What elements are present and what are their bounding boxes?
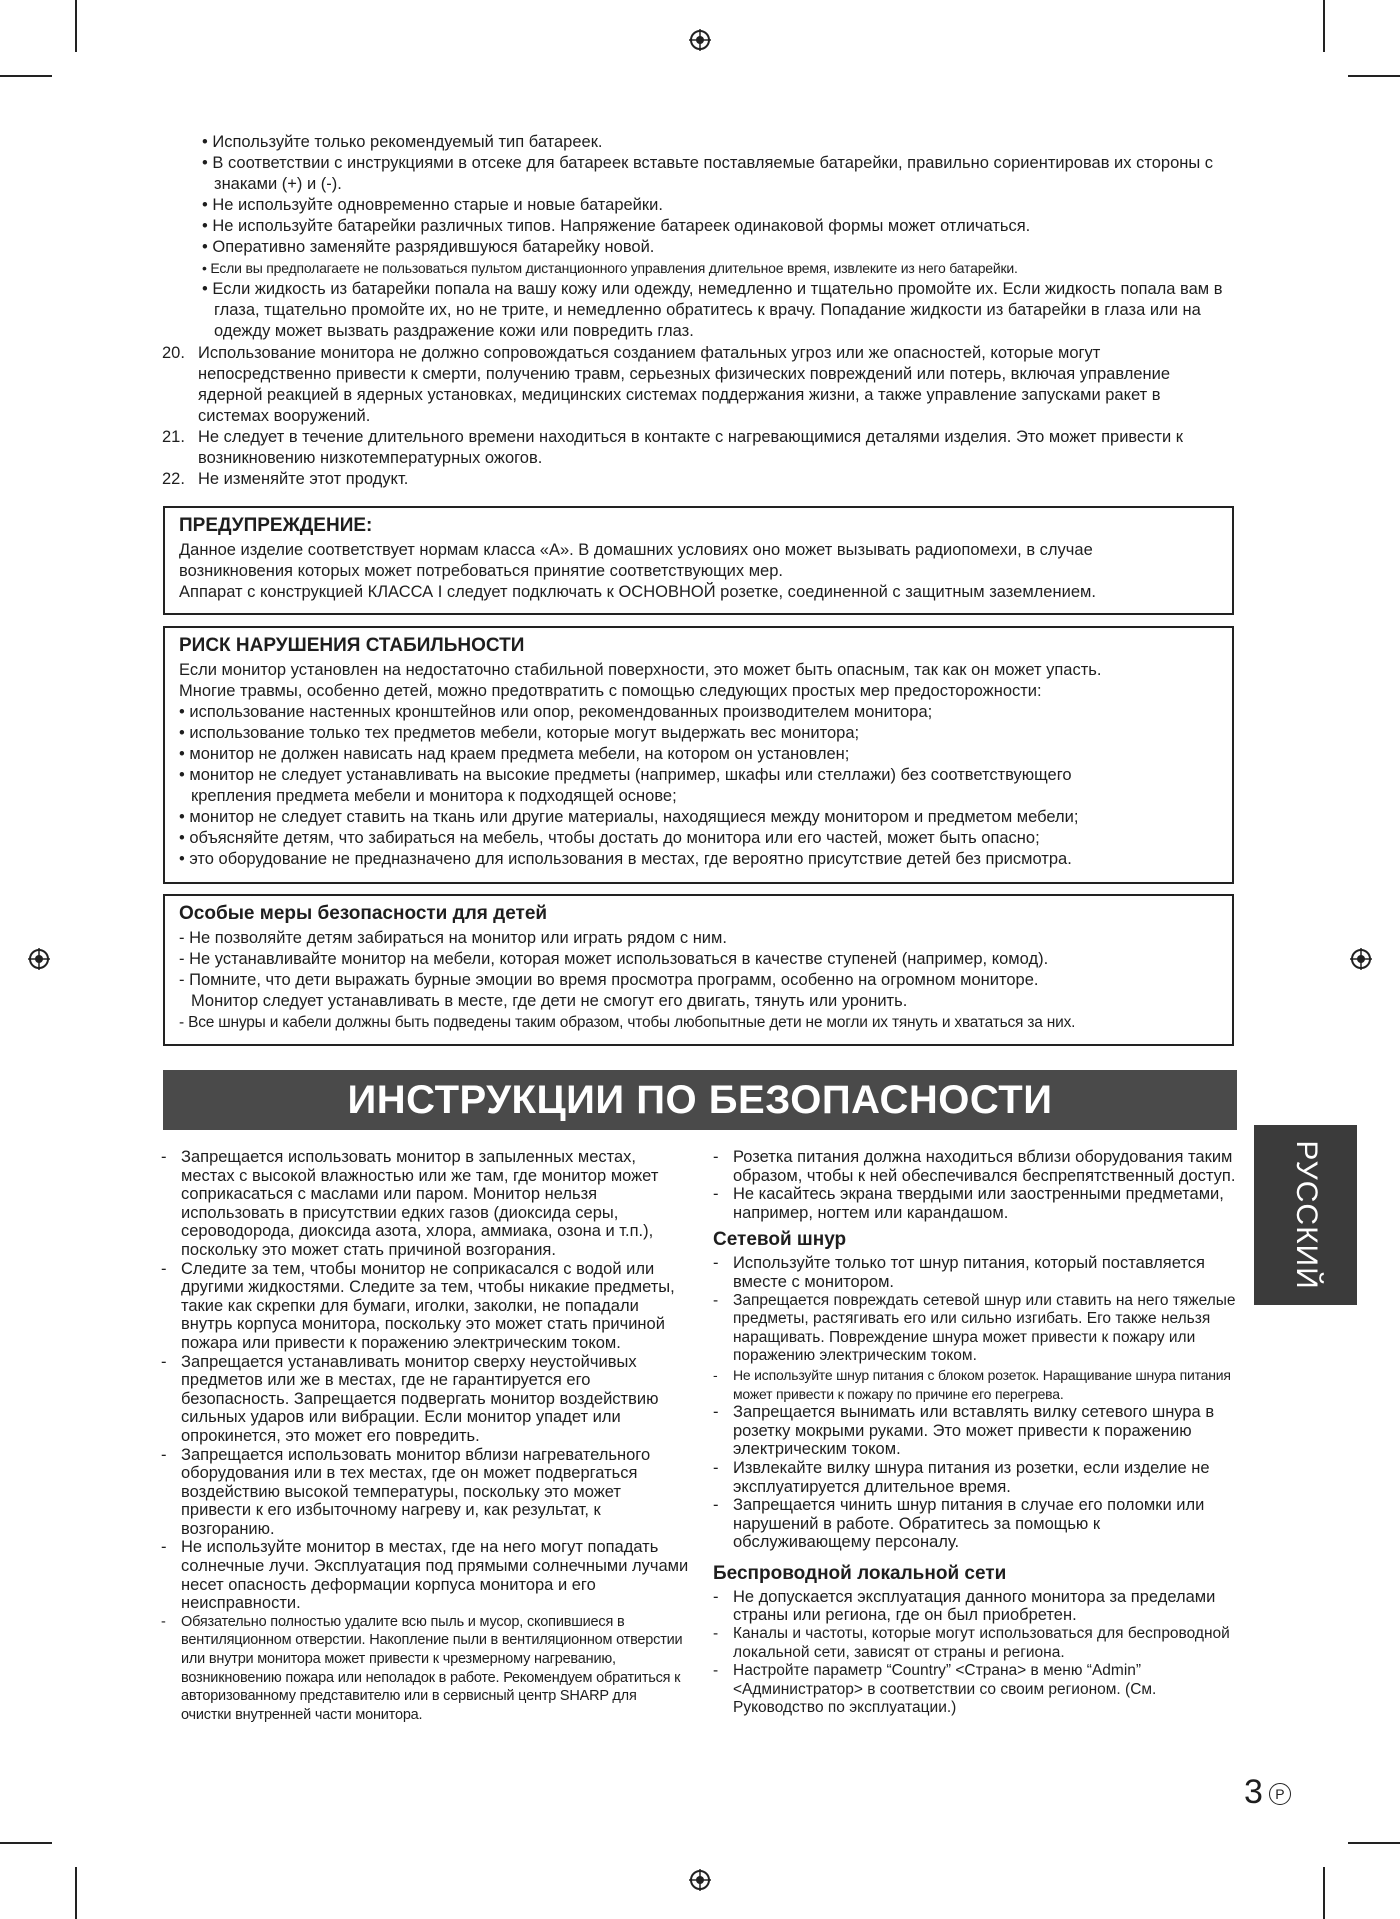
list-item: - Следите за тем, чтобы монитор не соприкасался с водой или другими жидкостями. Следите за тем, чтобы никакие предметы, такие как скрепки для бумаги, иголки, заколки, не попадали внутрь корпуса монитора, поскольку это может стать причиной пожара или привести к поражению электрическим током. — [161, 1260, 689, 1353]
stability-line: • монитор не должен нависать над краем предмета мебели, на котором он установлен; — [179, 745, 850, 763]
crop-mark — [0, 75, 52, 77]
list-item: • Если вы предполагаете не пользоваться пультом дистанционного управления длительное время, извлеките из него батарейки. — [198, 258, 1238, 279]
section-banner: ИНСТРУКЦИИ ПО БЕЗОПАСНОСТИ — [163, 1070, 1237, 1130]
numbered-item — [162, 469, 1236, 490]
crop-mark — [1323, 1867, 1325, 1919]
list-item: - Запрещается повреждать сетевой шнур или ставить на него тяжелые предметы, растягивать его или сильно изгибать. Его также нельзя наращивать. Повреждение шнура может привести к пожару или поражению электрическим током. — [713, 1292, 1238, 1366]
item-number: 22. — [162, 470, 185, 488]
list-item: - Каналы и частоты, которые могут использоваться для беспроводной локальной сети, зависят от страны и региона. — [713, 1625, 1238, 1662]
children-line: - Помните, что дети выражать бурные эмоции во время просмотра программ, особенно на огромном мониторе. — [179, 970, 1218, 991]
crop-mark — [1323, 0, 1325, 52]
battery-list — [198, 132, 1238, 342]
list-item: - Запрещается использовать монитор вблизи нагревательного оборудования или в тех местах, где он может подвергаться воздействию высокой температуры, поскольку это может привести к его избыточному нагреву и, как результат, к возгоранию. — [161, 1446, 689, 1539]
left-column — [161, 1148, 689, 1724]
list-item: • Не используйте одновременно старые и новые батарейки. — [198, 195, 1238, 216]
numbered-list — [162, 343, 1236, 490]
list-item: • Оперативно заменяйте разрядившуюся батарейку новой. — [198, 237, 1238, 258]
item-number: 20. — [162, 344, 185, 362]
crop-mark — [1348, 1842, 1400, 1844]
children-line: - Все шнуры и кабели должны быть подведены таким образом, чтобы любопытные дети не могли их тянуть и хвататься за них. — [179, 1012, 1218, 1033]
warning-line: Аппарат с конструкцией КЛАССА I следует подключать к ОСНОВНОЙ розетке, соединенной с защитным заземлением. — [179, 583, 1096, 601]
children-safety-box — [163, 894, 1234, 1046]
page-number — [1244, 1772, 1291, 1812]
item-text: Не следует в течение длительного времени находиться в контакте с нагревающимися деталями изделия. Это может привести к возникновению низкотемпературных ожогов. — [198, 428, 1183, 467]
children-line: Монитор следует устанавливать в месте, где дети не смогут его двигать, тянуть или уронить. — [191, 992, 908, 1010]
stability-title: РИСК НАРУШЕНИЯ СТАБИЛЬНОСТИ — [179, 635, 525, 656]
warning-title: ПРЕДУПРЕЖДЕНИЕ: — [179, 515, 373, 536]
crop-mark — [75, 1867, 77, 1919]
crop-mark — [1348, 75, 1400, 77]
list-item: - Запрещается чинить шнур питания в случае его поломки или нарушений в работе. Обратитесь за помощью к обслуживающему персоналу. — [713, 1496, 1238, 1552]
item-number: 21. — [162, 428, 185, 446]
wlan-section-title: Беспроводной локальной сети — [713, 1562, 1007, 1584]
right-column — [713, 1148, 1238, 1718]
stability-line: • монитор не следует ставить на ткань или другие материалы, находящиеся между монитором и предметом мебели; — [179, 808, 1079, 826]
list-item: - Розетка питания должна находиться вблизи оборудования таким образом, чтобы к ней обеспечивался беспрепятственный доступ. — [713, 1148, 1238, 1185]
list-item: • В соответствии с инструкциями в отсеке для батареек вставьте поставляемые батарейки, правильно сориентировав их стороны с знаками (+) и (-). — [198, 153, 1238, 195]
item-text: Не изменяйте этот продукт. — [198, 470, 409, 488]
list-item: - Используйте только тот шнур питания, который поставляется вместе с монитором. — [713, 1254, 1238, 1291]
list-item: - Не допускается эксплуатация данного монитора за пределами страны или региона, где он был приобретен. — [713, 1588, 1238, 1625]
stability-line: • объясняйте детям, что забираться на мебель, чтобы достать до монитора или его частей, может быть опасно; — [179, 829, 1040, 847]
stability-line: Многие травмы, особенно детей, можно предотвратить с помощью следующих простых мер предосторожности: — [179, 682, 1042, 700]
stability-line: Если монитор установлен на недостаточно стабильной поверхности, это может быть опасным, так как он может упасть. — [179, 661, 1102, 679]
cord-section-title: Сетевой шнур — [713, 1229, 847, 1251]
crop-mark — [0, 1842, 52, 1844]
numbered-item — [162, 427, 1236, 469]
registration-mark-icon — [1350, 948, 1372, 970]
list-item: - Запрещается использовать монитор в запыленных местах, местах с высокой влажностью или же там, где монитор может соприкасаться с маслами или паром. Монитор нельзя использовать в присутствии едких газов (диоксида серы, сероводорода, диоксида азота, хлора, аммиака, озона и т.п.), поскольку это может стать причиной возгорания. — [161, 1148, 689, 1260]
list-item: • Используйте только рекомендуемый тип батареек. — [198, 132, 1238, 153]
language-tab — [1254, 1125, 1357, 1305]
crop-mark — [75, 0, 77, 52]
item-text: Использование монитора не должно сопровождаться созданием фатальных угроз или же опасностей, которые могут непосредственно привести к смерти, получению травм, серьезных физических повреждений или потерь, включая управление ядерной реакцией в ядерных установках, медицинских системах поддержания жизни, а также управление запусками ракет в системах вооружений. — [198, 344, 1171, 425]
warning-box — [163, 506, 1234, 615]
list-item: • Если жидкость из батарейки попала на вашу кожу или одежду, немедленно и тщательно промойте их. Если жидкость попала вам в глаза, тщательно промойте их, но не трите, и немедленно обратитесь к врачу. Попадание жидкости из батарейки в глаза или на одежду может вызвать раздражение кожи или повредить глаз. — [198, 279, 1238, 342]
page-number-value: 3 — [1244, 1773, 1263, 1811]
stability-box — [163, 626, 1234, 884]
list-item: - Настройте параметр “Country” <Страна> в меню “Admin” <Администратор> в соответствии со своим регионом. (См. Руководство по эксплуатации.) — [713, 1662, 1238, 1718]
list-item: - Запрещается вынимать или вставлять вилку сетевого шнура в розетку мокрыми руками. Это может привести к поражению электрическим током. — [713, 1403, 1238, 1459]
children-line: - Не устанавливайте монитор на мебели, которая может использоваться в качестве ступеней (например, комод). — [179, 949, 1218, 970]
language-tab-label: РУССКИЙ — [1289, 1140, 1323, 1290]
list-item: - Не касайтесь экрана твердыми или заостренными предметами, например, ногтем или карандашом. — [713, 1185, 1238, 1222]
list-item: - Извлекайте вилку шнура питания из розетки, если изделие не эксплуатируется длительное время. — [713, 1459, 1238, 1496]
children-line: - Не позволяйте детям забираться на монитор или играть рядом с ним. — [179, 928, 1218, 949]
children-title: Особые меры безопасности для детей — [179, 903, 548, 924]
stability-line: • это оборудование не предназначено для использования в местах, где вероятно присутствие детей без присмотра. — [179, 850, 1072, 868]
stability-line: • монитор не следует устанавливать на высокие предметы (например, шкафы или стеллажи) без соответствующего — [179, 766, 1072, 784]
registration-mark-icon — [689, 1869, 711, 1891]
stability-line: • использование настенных кронштейнов или опор, рекомендованных производителем монитора; — [179, 703, 933, 721]
list-item: - Не используйте монитор в местах, где на него могут попадать солнечные лучи. Эксплуатация под прямыми солнечными лучами несет опасность деформации корпуса монитора и его неисправности. — [161, 1538, 689, 1612]
stability-line: • использование только тех предметов мебели, которые могут выдержать вес монитора; — [179, 724, 860, 742]
list-item: - Обязательно полностью удалите всю пыль и мусор, скопившиеся в вентиляционном отверстии. Накопление пыли в вентиляционном отверстии или внутри монитора может привести к чрезмерному нагреванию, возникновению пожара или неполадок в работе. Рекомендуем обратиться к авторизованному представителю или в сервисный центр SHARP для очистки внутренней части монитора. — [161, 1613, 689, 1725]
language-circle-icon: P — [1269, 1783, 1291, 1805]
registration-mark-icon — [689, 29, 711, 51]
list-item: - Не используйте шнур питания с блоком розеток. Наращивание шнура питания может привести к пожару по причине его перегрева. — [713, 1366, 1238, 1403]
warning-line: Данное изделие соответствует нормам класса «A». В домашних условиях оно может вызывать радиопомехи, в случае — [179, 541, 1093, 559]
stability-line: крепления предмета мебели и монитора к подходящей основе; — [191, 787, 677, 805]
list-item: • Не используйте батарейки различных типов. Напряжение батареек одинаковой формы может отличаться. — [198, 216, 1238, 237]
warning-line: возникновения которых может потребоваться принятие соответствующих мер. — [179, 562, 783, 580]
list-item: - Запрещается устанавливать монитор сверху неустойчивых предметов или же в местах, где не гарантируется его безопасность. Запрещается подвергать монитор воздействию сильных ударов или вибрации. Если монитор упадет или опрокинется, это может его повредить. — [161, 1353, 689, 1446]
numbered-item — [162, 343, 1236, 427]
registration-mark-icon — [28, 948, 50, 970]
